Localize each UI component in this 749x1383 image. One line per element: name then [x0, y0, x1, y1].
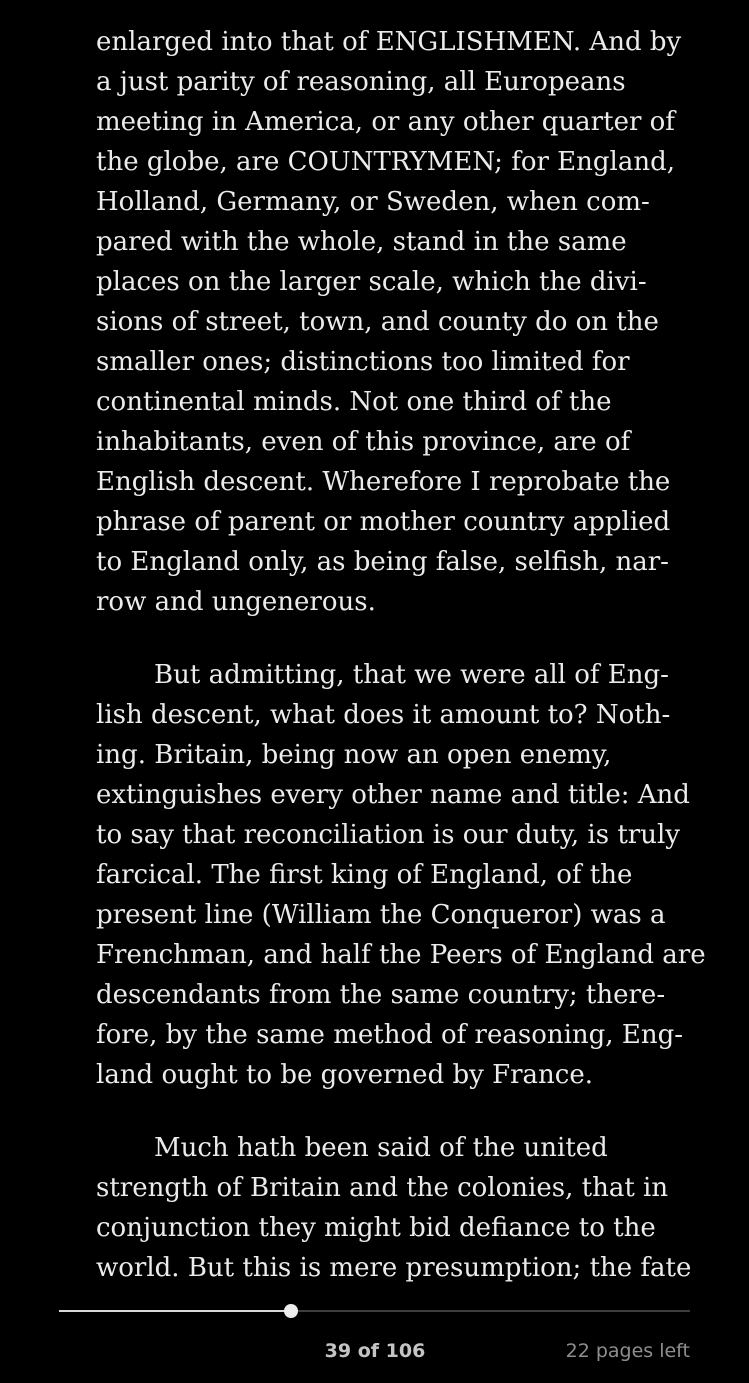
text-line: But admitting, that we were all of Eng- — [154, 660, 669, 690]
text-line: ing. Britain, being now an open enemy, — [96, 740, 612, 770]
text-line: world. But this is mere presumption; the fate — [96, 1253, 692, 1283]
text-line: to England only, as being false, selfish, nar- — [96, 547, 669, 577]
text-line: inhabitants, even of this province, are of — [96, 427, 631, 457]
progress-fill — [59, 1310, 291, 1312]
text-line: meeting in America, or any other quarter of — [96, 107, 675, 137]
text-line: pared with the whole, stand in the same — [96, 227, 627, 257]
text-line: row and ungenerous. — [96, 587, 376, 617]
text-line: farcical. The first king of England, of the — [96, 860, 633, 890]
text-line: places on the larger scale, which the divi- — [96, 267, 647, 297]
text-line: land ought to be governed by France. — [96, 1060, 593, 1090]
reading-progress-area — [0, 1290, 749, 1383]
text-line: lish descent, what does it amount to? Noth- — [96, 700, 671, 730]
text-line: the globe, are COUNTRYMEN; for England, — [96, 147, 676, 177]
text-line: strength of Britain and the colonies, that in — [96, 1173, 669, 1203]
text-line: Much hath been said of the united — [154, 1133, 608, 1163]
progress-track[interactable] — [59, 1310, 690, 1312]
text-line: to say that reconciliation is our duty, is truly — [96, 820, 680, 850]
text-line: enlarged into that of ENGLISHMEN. And by — [96, 27, 682, 57]
text-line: a just parity of reasoning, all Europeans — [96, 67, 626, 97]
text-line: present line (William the Conqueror) was a — [96, 900, 666, 930]
text-line: conjunction they might bid defiance to the — [96, 1213, 656, 1243]
text-line: descendants from the same country; there- — [96, 980, 666, 1010]
text-line: continental minds. Not one third of the — [96, 387, 612, 417]
paragraph — [96, 22, 696, 622]
pages-left-label: 22 pages left — [565, 1340, 690, 1362]
text-line: fore, by the same method of reasoning, Eng- — [96, 1020, 683, 1050]
text-line: extinguishes every other name and title: And — [96, 780, 690, 810]
paragraph — [96, 655, 706, 1095]
book-text — [96, 22, 706, 1288]
text-line: Frenchman, and half the Peers of England are — [96, 940, 706, 970]
text-line: smaller ones; distinctions too limited for — [96, 347, 630, 377]
text-line: English descent. Wherefore I reprobate the — [96, 467, 671, 497]
page-indicator: 39 of 106 — [324, 1340, 426, 1362]
text-line: Holland, Germany, or Sweden, when com- — [96, 187, 650, 217]
progress-knob[interactable] — [284, 1304, 298, 1318]
text-line: sions of street, town, and county do on the — [96, 307, 659, 337]
text-line: phrase of parent or mother country applied — [96, 507, 671, 537]
paragraph — [96, 1128, 696, 1288]
